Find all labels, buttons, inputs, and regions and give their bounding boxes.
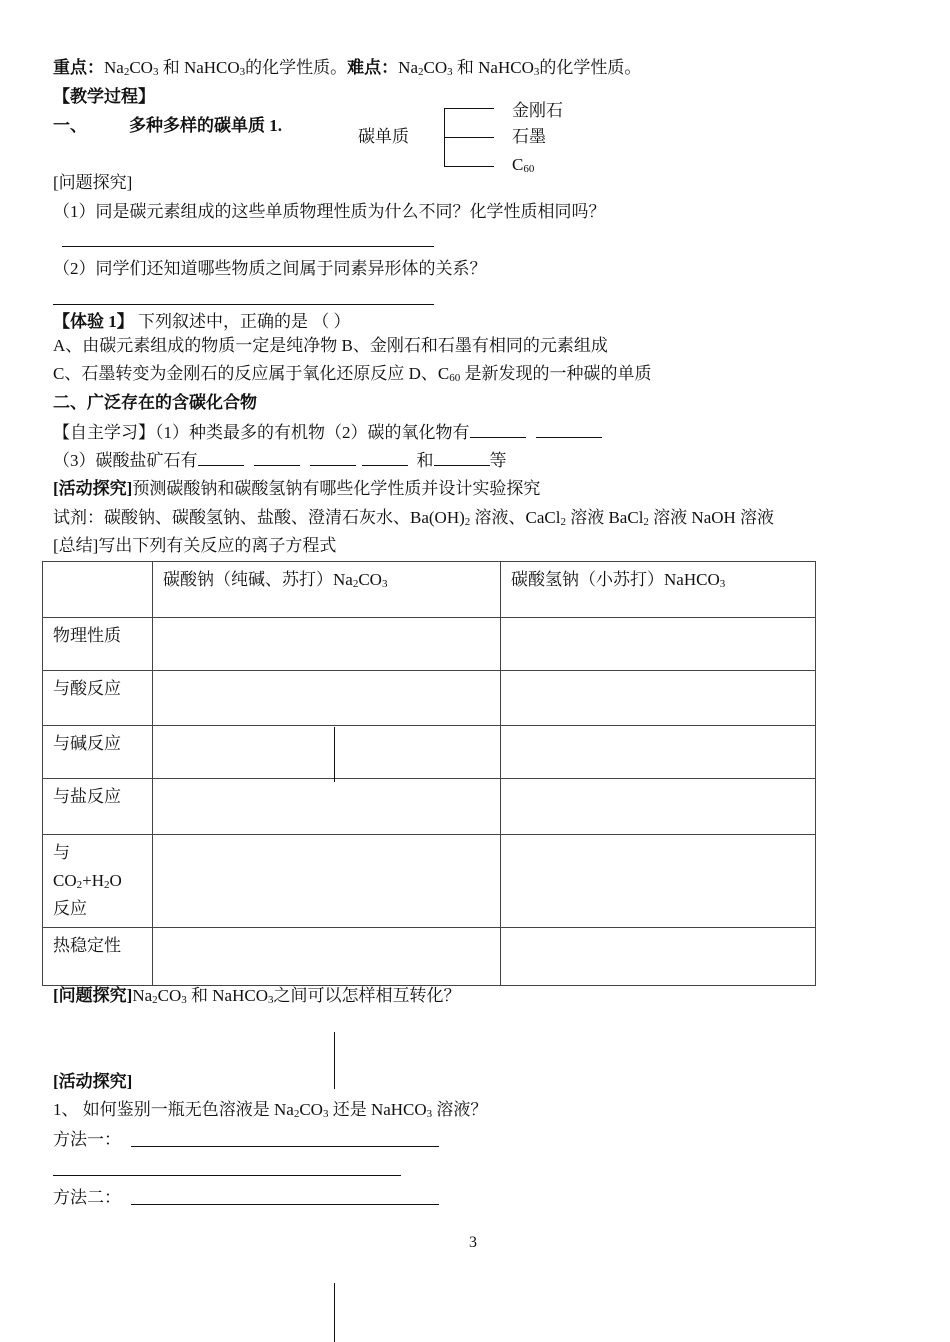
key-points-line: 重点：$Na_2CO_3$ 和 NaHCO$_3$的化学性质。难点：$Na_2CO_3$ 和 NaHCO$_3$的化学性质。	[53, 58, 642, 78]
blank[interactable]	[470, 421, 526, 438]
method-1-label: 方法一：	[53, 1130, 121, 1149]
key-point-label: 重点：	[53, 58, 104, 77]
method-1-continuation-line[interactable]	[53, 1175, 401, 1176]
answer-cell[interactable]	[153, 618, 501, 671]
carbonate-ore-line: （3）碳酸盐矿石有 和 等	[53, 451, 507, 470]
activity-2-label: [活动探究]	[53, 1072, 133, 1091]
question-1: （1）同是碳元素组成的这些单质物理性质为什么不同？化学性质相同吗？	[53, 202, 606, 221]
blank[interactable]	[362, 449, 408, 466]
option-ab: A、由碳元素组成的物质一定是纯净物 B、金刚石和石墨有相同的元素组成	[53, 336, 608, 355]
answer-cell[interactable]	[153, 779, 501, 835]
blank[interactable]	[198, 449, 244, 466]
row-label-base: 与碱反应	[43, 726, 153, 779]
section1-heading: 一、 多种多样的碳单质 1.	[53, 116, 282, 135]
summary-line: [总结]写出下列有关反应的离子方程式	[53, 536, 337, 555]
answer-line-1[interactable]	[62, 246, 434, 247]
blank[interactable]	[536, 421, 602, 438]
answer-line-2[interactable]	[53, 304, 434, 305]
answer-cell[interactable]	[153, 671, 501, 726]
section2-heading: 二、广泛存在的含碳化合物	[53, 393, 257, 412]
identify-question: 1、 如何鉴别一瓶无色溶液是 $Na_2CO_3$ 还是 NaHCO$_3$ 溶液？	[53, 1100, 488, 1120]
row-label-thermal: 热稳定性	[43, 928, 153, 986]
table-cell	[43, 562, 153, 618]
answer-cell[interactable]	[501, 618, 816, 671]
difficulty-label: 难点：	[347, 58, 399, 77]
process-heading: 【教学过程】	[53, 87, 155, 106]
answer-cell[interactable]	[153, 835, 501, 928]
activity-line: [活动探究]预测碳酸钠和碳酸氢钠有哪些化学性质并设计实验探究	[53, 479, 541, 498]
question-2: （2）同学们还知道哪些物质之间属于同素异形体的关系？	[53, 259, 487, 278]
answer-cell[interactable]	[501, 779, 816, 835]
inquiry-2: [问题探究]$Na_2CO_3$ 和 NaHCO$_3$之间可以怎样相互转化？	[53, 986, 461, 1006]
answer-cell[interactable]	[501, 928, 816, 986]
method-2-answer-line[interactable]	[131, 1204, 439, 1205]
method-1-answer-line[interactable]	[131, 1146, 439, 1147]
answer-cell[interactable]	[501, 726, 816, 779]
header-nahco3: 碳酸氢钠（小苏打）NaHCO$_3$	[501, 562, 816, 618]
method-2-label: 方法二：	[53, 1188, 121, 1207]
reagents-line: 试剂：碳酸钠、碳酸氢钠、盐酸、澄清石灰水、$Ba(OH)_2$ 溶液、CaCl$_2$ 溶液 BaCl$_2$ 溶液 NaOH 溶液	[53, 508, 775, 528]
answer-cell[interactable]	[501, 671, 816, 726]
answer-cell[interactable]	[501, 835, 816, 928]
na2co3-formula: $Na_2CO_3$	[398, 58, 453, 78]
na2co3-formula: $Na_2CO_3$	[104, 58, 159, 78]
branch-graphite: 石墨	[512, 127, 546, 146]
blank[interactable]	[310, 449, 356, 466]
blank[interactable]	[254, 449, 300, 466]
self-study-line: 【自主学习】（1）种类最多的有机物（2）碳的氧化物有	[53, 421, 602, 444]
blank[interactable]	[434, 449, 490, 466]
experience-1: 【体验 1】 下列叙述中，正确的是 （ ）	[53, 312, 351, 331]
answer-cell[interactable]	[153, 928, 501, 986]
row-label-physical: 物理性质	[43, 618, 153, 671]
carbon-elements-root: 碳单质	[358, 127, 409, 146]
comparison-table	[42, 561, 816, 986]
stray-mark	[334, 1032, 335, 1089]
nahco3-formula: NaHCO$_3$	[183, 58, 246, 78]
row-label-co2-h2o: 与 $CO_2+H_2O$ 反应	[43, 835, 153, 928]
stray-mark	[334, 1283, 335, 1342]
row-label-salt: 与盐反应	[43, 779, 153, 835]
nahco3-formula: NaHCO$_3$	[478, 58, 540, 78]
branch-diamond: 金刚石	[512, 101, 563, 120]
answer-cell[interactable]	[153, 726, 501, 779]
row-label-acid: 与酸反应	[43, 671, 153, 726]
stray-mark	[334, 727, 335, 782]
branch-c60: $C_{60}$	[512, 155, 535, 175]
option-cd: C、石墨转变为金刚石的反应属于氧化还原反应 D、$C_{60}$ 是新发现的一种碳的单质	[53, 364, 652, 384]
inquiry-label: [问题探究]	[53, 173, 133, 192]
page-number: 3	[469, 1234, 477, 1251]
header-na2co3: 碳酸钠（纯碱、苏打）$Na_2CO_3$	[153, 562, 501, 618]
